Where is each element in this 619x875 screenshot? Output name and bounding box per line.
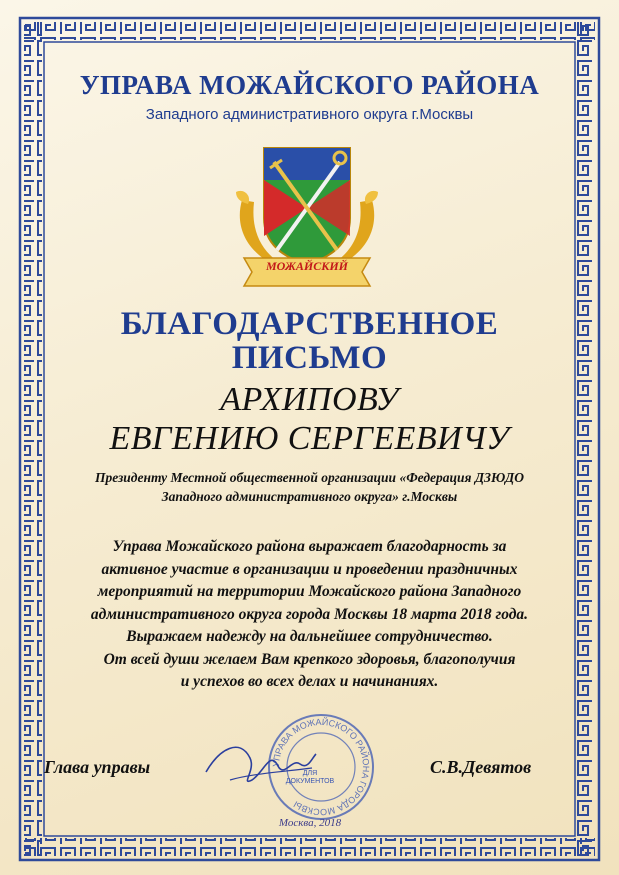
letter-body	[40, 536, 579, 694]
recipient-position	[40, 468, 579, 506]
body-line: административного округа города Москвы 18 марта 2018 года.	[90, 605, 529, 623]
body-line: Выражаем надежду на дальнейшее сотрудничество.	[126, 628, 493, 645]
place-and-date: Москва, 2018	[278, 817, 342, 829]
body-line: От всей души желаем Вам крепкого здоровья, благополучия	[103, 650, 516, 668]
signatory-title: Глава управы	[44, 757, 151, 777]
stamp-center-line-1: ДЛЯ	[302, 770, 318, 777]
signatory-name: С.В.Девятов	[430, 757, 532, 777]
stamp-ring-text: УПРАВА МОЖАЙСКОГО РАЙОНА ГОРОДА МОСКВЫ	[270, 716, 372, 818]
position-line-2: Западного административного округа» г.Москвы	[161, 489, 458, 504]
document-title-line-2: ПИСЬМО	[231, 340, 388, 376]
position-line-1: Президенту Местной общественной организации «Федерация ДЗЮДО	[94, 470, 525, 485]
body-line: Управа Можайского района выражает благодарность за	[112, 538, 507, 555]
recipient-surname: АРХИПОВУ	[220, 381, 399, 418]
organization-title: УПРАВА МОЖАЙСКОГО РАЙОНА	[79, 70, 540, 100]
stamp-center-line-2: ДОКУМЕНТОВ	[285, 778, 335, 785]
body-line: и успехов во всех делах и начинаниях.	[180, 673, 439, 690]
body-line: мероприятий на территории Можайского района Западного	[97, 583, 522, 600]
body-line: активное участие в организации и проведении праздничных	[101, 560, 518, 578]
handwritten-signature	[200, 728, 320, 798]
document-title-line-1: БЛАГОДАРСТВЕННОЕ	[120, 306, 499, 342]
emblem-ribbon-text: МОЖАЙСКИЙ	[265, 259, 349, 273]
organization-subtitle: Западного административного округа г.Москвы	[145, 106, 474, 123]
recipient-names: ЕВГЕНИЮ СЕРГЕЕВИЧУ	[109, 420, 510, 457]
